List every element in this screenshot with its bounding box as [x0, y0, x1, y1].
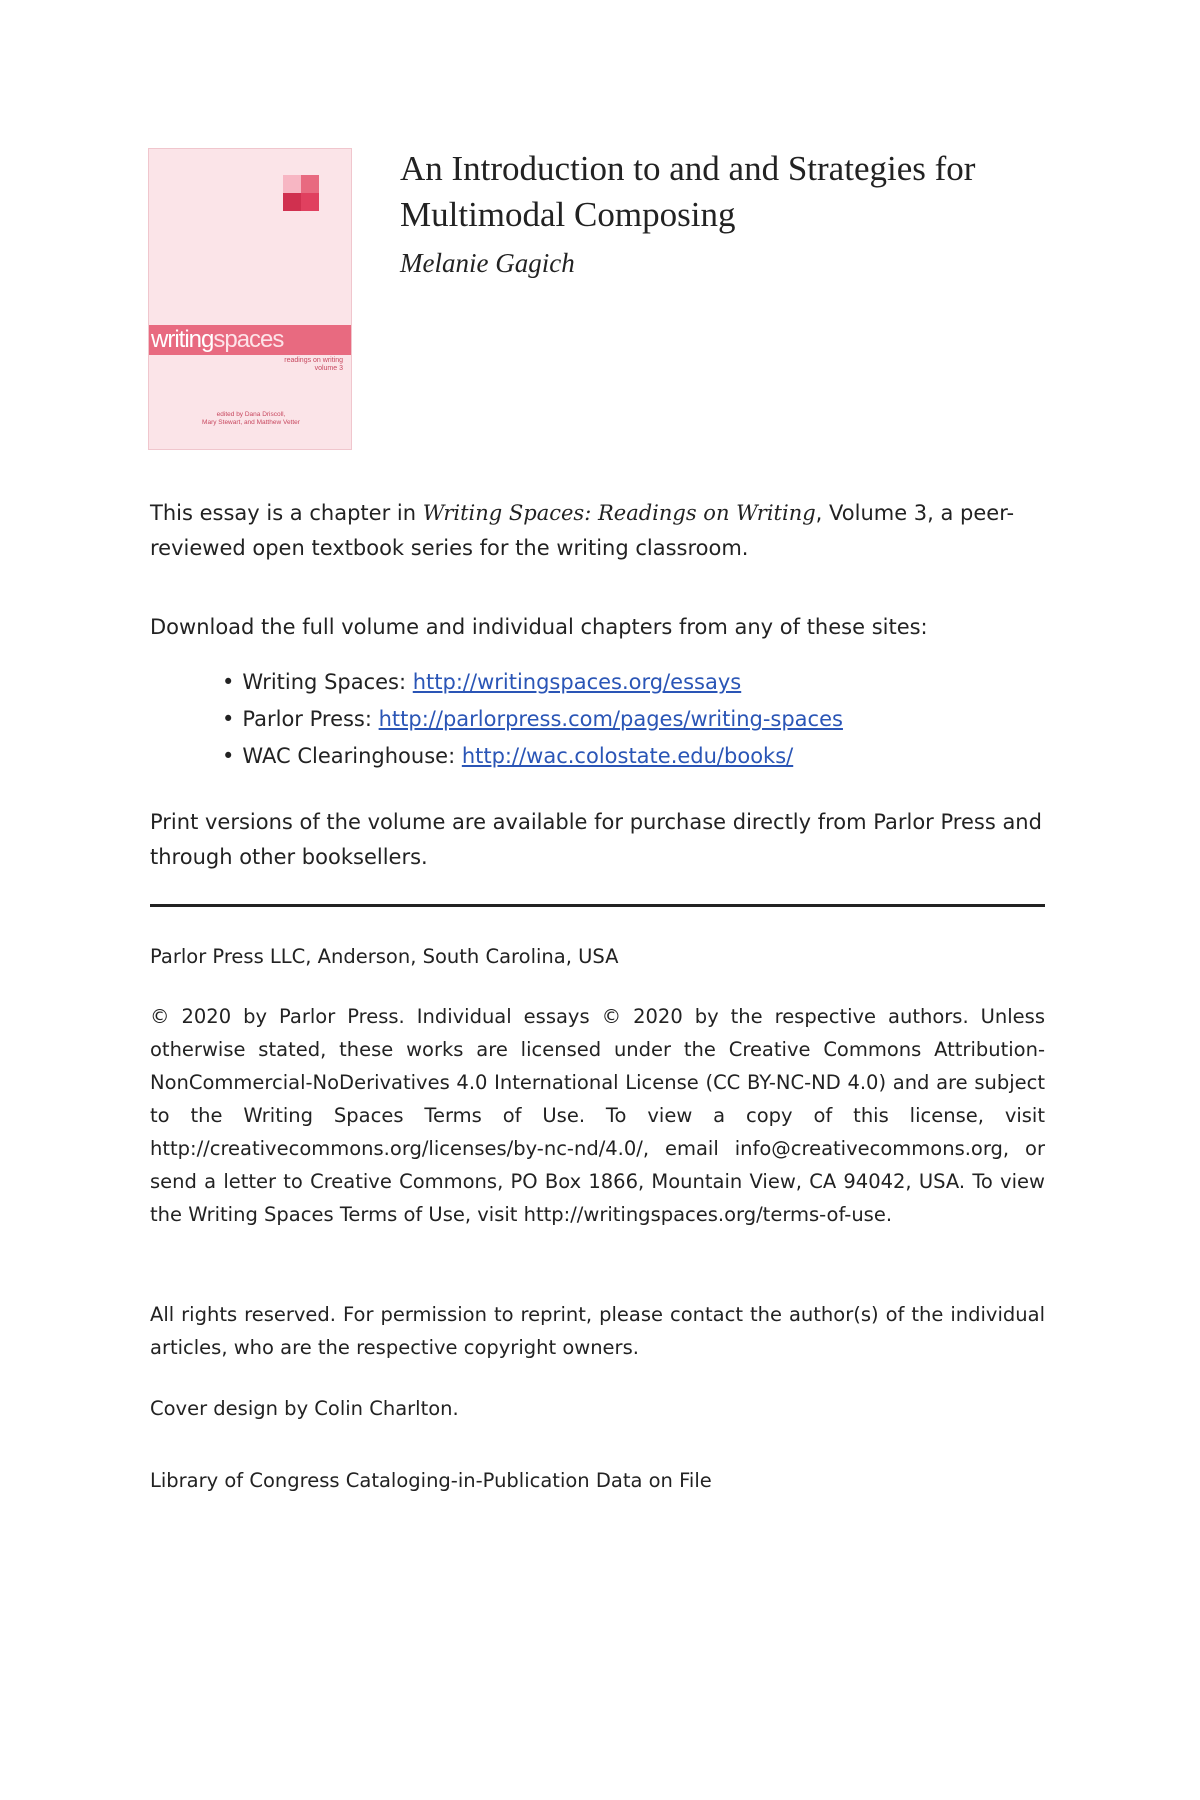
site-label: Writing Spaces:	[242, 670, 413, 694]
rights-paragraph: All rights reserved. For permission to reprint, please contact the author(s) of the individual articles, who are the respective copyright owners.	[150, 1303, 1045, 1359]
cover-subtitle-line2: volume 3	[314, 365, 343, 372]
cover-square-mid	[301, 175, 319, 193]
cover-editors	[191, 411, 311, 427]
cover-wordmark-part2: spaces	[213, 326, 284, 353]
cover-editors-line1: edited by Dana Driscoll,	[216, 411, 286, 418]
download-paragraph: Download the full volume and individual chapters from any of these sites:	[150, 615, 928, 639]
section-divider	[150, 904, 1045, 907]
cataloging-line: Library of Congress Cataloging-in-Publication Data on File	[150, 1469, 712, 1492]
cover-wordmark	[149, 325, 351, 355]
cover-square-dark-2	[301, 193, 319, 211]
intro-text-pre: This essay is a chapter in	[150, 501, 423, 525]
cover-subtitle-line1: readings on writing	[284, 357, 343, 364]
writing-spaces-link[interactable]: http://writingspaces.org/essays	[412, 670, 742, 694]
list-item-parlor-press	[222, 701, 843, 738]
list-item-wac-clearinghouse	[222, 738, 843, 775]
cover-square-light	[283, 175, 301, 193]
cover-wordmark-part1: writing	[151, 326, 214, 353]
cover-subtitle	[284, 357, 343, 373]
parlor-press-link[interactable]: http://parlorpress.com/pages/writing-spaces	[378, 707, 843, 731]
intro-book-title: Writing Spaces: Readings on Writing	[422, 501, 816, 525]
print-versions-paragraph: Print versions of the volume are available for purchase directly from Parlor Press and through other booksellers.	[150, 810, 1042, 869]
wac-clearinghouse-link[interactable]: http://wac.colostate.edu/books/	[461, 744, 794, 768]
cover-design-credit: Cover design by Colin Charlton.	[150, 1397, 459, 1420]
copyright-paragraph: © 2020 by Parlor Press. Individual essays © 2020 by the respective authors. Unless otherwise stated, these works are licensed under the Creative Commons Attribution-NonCommercial-NoDerivatives 4.0 International License (CC BY-NC-ND 4.0) and are subject to the Writing Spaces Terms of Use. To view a copy of this license, visit http://creativecommons.org/licenses/by-nc-nd/4.0/, email info@creativecommons.org, or send a letter to Creative Commons, PO Box 1866, Mountain View, CA 94042, USA. To view the Writing Spaces Terms of Use, visit http://writingspaces.org/terms-of-use.	[150, 1005, 1045, 1226]
author-name: Melanie Gagich	[400, 248, 575, 278]
download-sites-list	[222, 664, 843, 775]
intro-text-post: , Volume 3, a peer-reviewed open textbook series for the writing classroom.	[150, 501, 1015, 560]
site-label: WAC Clearinghouse:	[242, 744, 462, 768]
cover-editors-line2: Mary Stewart, and Matthew Vetter	[202, 419, 300, 426]
publisher-line: Parlor Press LLC, Anderson, South Carolina, USA	[150, 945, 619, 968]
intro-paragraph	[150, 496, 1050, 566]
chapter-title: An Introduction to and and Strategies for Multimodal Composing	[400, 149, 976, 234]
cover-square-dark	[283, 193, 301, 211]
list-item-writing-spaces	[222, 664, 843, 701]
book-cover-image	[148, 148, 352, 450]
site-label: Parlor Press:	[242, 707, 379, 731]
